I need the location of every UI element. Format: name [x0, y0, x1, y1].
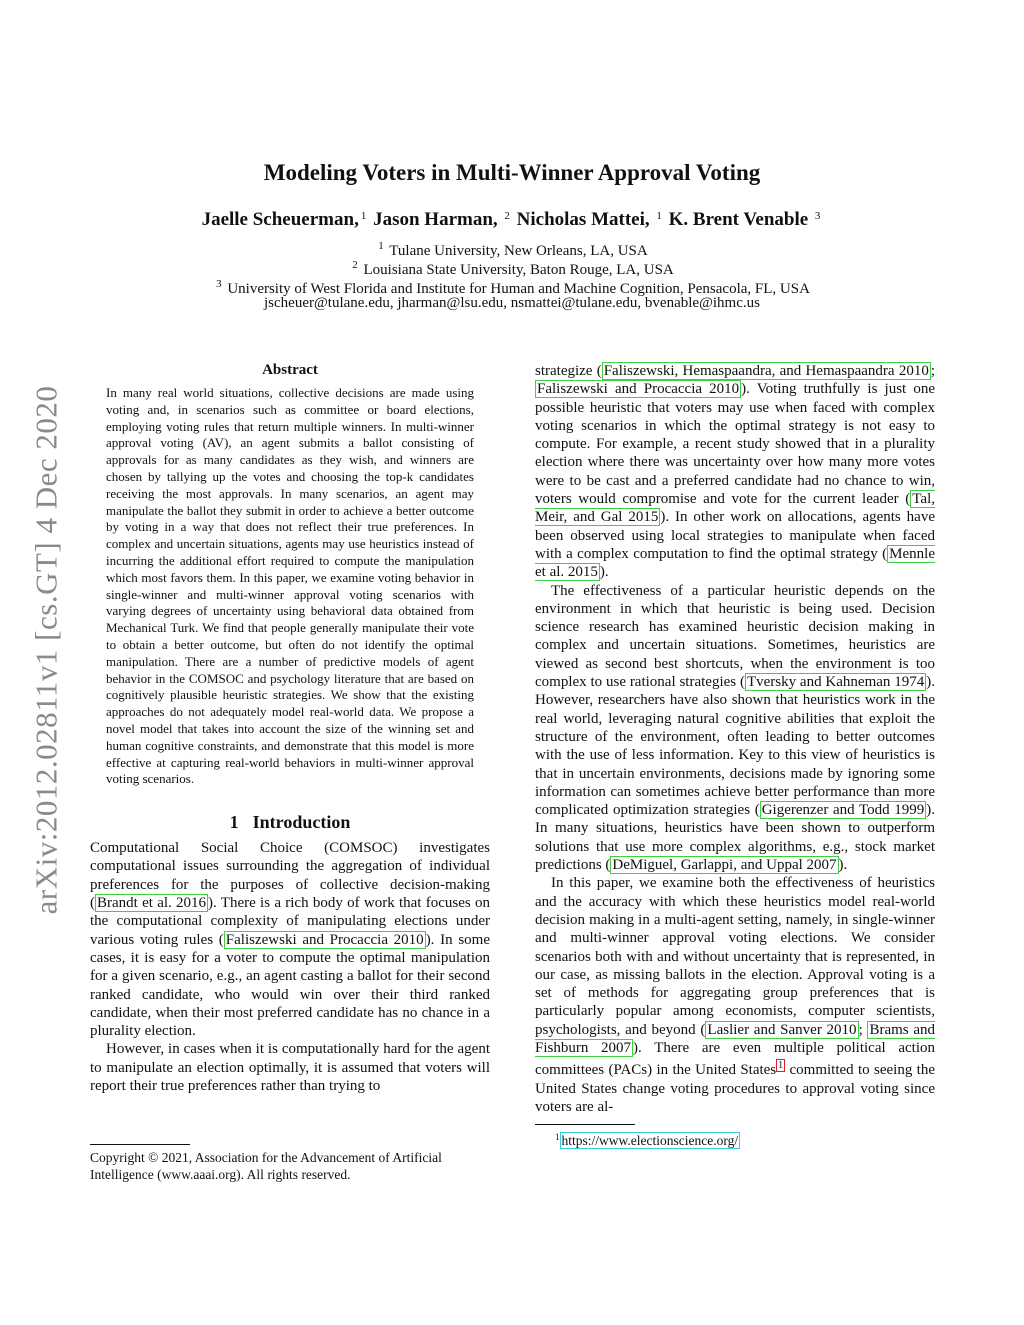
text-run: In this paper, we examine both the effectiveness of heuristics and the accuracy with which these heuristics model real-world decision making in a multi-agent setting, namely, in single-winner and multi-winner approval voting elections. We consider scenarios both with and without uncertainty that is represented, in our case, as missing ballots in the election. Approval voting is a set of methods for aggregating group preferences that is particularly popular among economists, computer scientists, psychologists, and beyond ( [535, 875, 935, 1038]
copyright-text: Copyright © 2021, Association for the Advancement of Artificial Intelligence (www.aaai.org). All rights reserved. [90, 1150, 442, 1182]
author-4: K. Brent Venable [668, 209, 809, 230]
citation-link[interactable]: Laslier and Sanver 2010 [707, 1021, 857, 1038]
author-3-affil: 1 [656, 210, 662, 222]
text-run: ). In other work on allocations, agents have been observed using local strategies to manipulate when faced with a complex computation to find the optimal strategy ( [535, 509, 935, 562]
text-run: The effectiveness of a particular heuristic depends on the environment in which that heuristic is being used. Decision science research has examined heuristic decision making in complex and uncertain situations. Sometimes, heuristics are viewed as second best shortcuts, when the environment is too complex to use rational strategies ( [535, 582, 935, 691]
intro-paragraph-1 [90, 839, 490, 1040]
footnote-marker[interactable]: 1 [778, 1060, 784, 1072]
citation-link[interactable]: Mennle et al. 2015 [535, 545, 935, 581]
text-run: ). [838, 857, 848, 874]
section-title-text: Introduction [252, 812, 351, 833]
footnote-number: 1 [555, 1132, 560, 1143]
citation-link[interactable]: Tal, Meir, and Gal 2015 [535, 491, 935, 526]
affiliation-2-text: Louisiana State University, Baton Rouge, LA, USA [363, 262, 674, 278]
text-run: Computational Social Choice (COMSOC) investigates computational issues surrounding the aggregation of individual preferences for the purposes of collective decision-making ( [90, 840, 490, 912]
intro-paragraph-2: However, in cases when it is computationally hard for the agent to manipulate an election optimally, it is assumed that voters will report their true preferences rather than trying to [90, 1041, 490, 1094]
text-run: ). There are even multiple political action committees (PACs) in the United States [535, 1039, 936, 1079]
author-1-affil: 1 [360, 210, 367, 222]
author-2: Jason Harman, [373, 209, 498, 230]
citation-link[interactable]: DeMiguel, Garlappi, and Uppal 2007 [612, 857, 837, 874]
footnote-rule [90, 1144, 190, 1145]
author-4-affil: 3 [814, 210, 821, 222]
right-paragraph-1 [535, 362, 935, 582]
right-paragraph-3 [535, 874, 935, 1116]
text-run: ). [599, 564, 609, 581]
right-paragraph-2 [535, 582, 935, 875]
text-run: ). In many situations, heuristics have been shown to outperform solutions that use more complex algorithms, e.g., stock market predictions ( [535, 802, 936, 874]
footnote-url-link[interactable]: https://www.electionscience.org/ [561, 1133, 739, 1149]
citation-link[interactable]: Faliszewski, Hemaspaandra, and Hemaspaandra 2010 [603, 363, 929, 379]
affiliation-3-text: University of West Florida and Institute for Human and Machine Cognition, Pensacola, FL, USA [227, 281, 810, 297]
citation-link[interactable]: Brams and Fishburn 2007 [535, 1021, 936, 1056]
text-run: ). There is a rich body of work that focuses on the computational complexity of manipulating elections under various voting rules ( [90, 895, 490, 948]
text-run: ; [858, 1021, 868, 1038]
text-run: ). Voting truthfully is just one possible heuristic that voters may use when faced with complex voting scenarios in which the optimal strategy is not easy to compute. For example, a recent study showed that in a plurality election where there was uncertainty over how many more votes were to be cast and a preferred candidate had no chance to win, voters would compromise and vote for the current leader ( [535, 381, 936, 508]
author-1: Jaelle Scheuerman, [201, 209, 359, 230]
affiliation-2-num: 2 [352, 259, 358, 271]
paper-title: Modeling Voters in Multi-Winner Approval Voting [263, 160, 761, 185]
author-2-affil: 2 [504, 210, 510, 222]
footnote-1 [555, 1129, 935, 1149]
section-heading-introduction [90, 812, 490, 833]
text-run: ). In some cases, it is easy for a voter to compute the optimal manipulation for a given scenario, e.g., an agent casting a ballot for their second ranked candidate, who would win over their third ranked candidate, when their most preferred candidate has no chance in a plurality election. [90, 931, 491, 1040]
copyright-note [90, 1138, 490, 1183]
author-emails: jscheuer@tulane.edu, jharman@lsu.edu, nsmattei@tulane.edu, bvenable@ihmc.us [264, 295, 760, 311]
left-column [90, 362, 490, 1095]
citation-link[interactable]: Brandt et al. 2016 [97, 895, 207, 912]
footnote-rule-right [535, 1124, 635, 1125]
arxiv-stamp [22, 360, 70, 940]
section-number: 1 [229, 812, 239, 833]
text-run: ; [930, 363, 935, 379]
text-run: strategize ( [535, 363, 602, 379]
abstract-text: In many real world situations, collective decisions are made using voting and, in scenarios such as committee or board elections, employing voting rules that return multiple winners. In multi-winner approval voting (AV), an agent submits a ballot consisting of approvals for as many candidates as they wish, and winners are chosen by tallying up the votes and choosing the top-k candidates receiving the most approvals. In many scenarios, an agent may manipulate the ballot they submit in order to achieve a better outcome by voting in a way that does not reflect their true preferences. In complex and uncertain situations, agents may use heuristics instead of incurring the additional effort required to compute the manipulation which most favors them. In this paper, we examine voting behavior in single-winner and multi-winner approval voting scenarios with varying degrees of uncertainty using behavioral data obtained from Mechanical Turk. We find that people generally manipulate their vote to obtain a better outcome, but often do not identify the optimal manipulation. There are a number of predictive models of agent behavior in the COMSOC and psychology literature that are based on cognitively plausible heuristic strategies. We show that the existing approaches do not adequately model real-world data. We propose a novel model that takes into account the size of the winning set and human cognitive constraints, and demonstrate that this model is more effective at capturing real-world behaviors in multi-winner approval voting scenarios. [106, 385, 474, 787]
affiliation-1-num: 1 [378, 240, 384, 252]
author-list [0, 209, 1024, 231]
text-run: committed to seeing the United States change voting procedures to approval voting since voters are al- [535, 1062, 935, 1115]
citation-link[interactable]: Gigerenzer and Todd 1999 [761, 802, 925, 819]
text-run: ). However, researchers have also shown that heuristics work in the real world, leveraging natural cognitive abilities that exploit the structure of the environment, often leading to better outcomes with the use of less information. Key to this view of heuristics is that in uncertain environments, decisions made by ignoring some information can sometimes achieve better performance than more complicated optimization strategies ( [535, 674, 935, 819]
affiliation-1-text: Tulane University, New Orleans, LA, USA [389, 243, 648, 259]
affiliation-3-num: 3 [216, 278, 222, 290]
abstract-heading: Abstract [262, 362, 318, 378]
arxiv-id[interactable]: arXiv:2012.02811v1 [cs.GT] 4 Dec 2020 [28, 385, 63, 915]
citation-link[interactable]: Faliszewski and Procaccia 2010 [225, 931, 424, 948]
citation-link[interactable]: Tversky and Kahneman 1974 [746, 674, 925, 691]
right-column [535, 362, 935, 1149]
author-3: Nicholas Mattei, [516, 209, 650, 230]
citation-link[interactable]: Faliszewski and Procaccia 2010 [537, 381, 740, 398]
